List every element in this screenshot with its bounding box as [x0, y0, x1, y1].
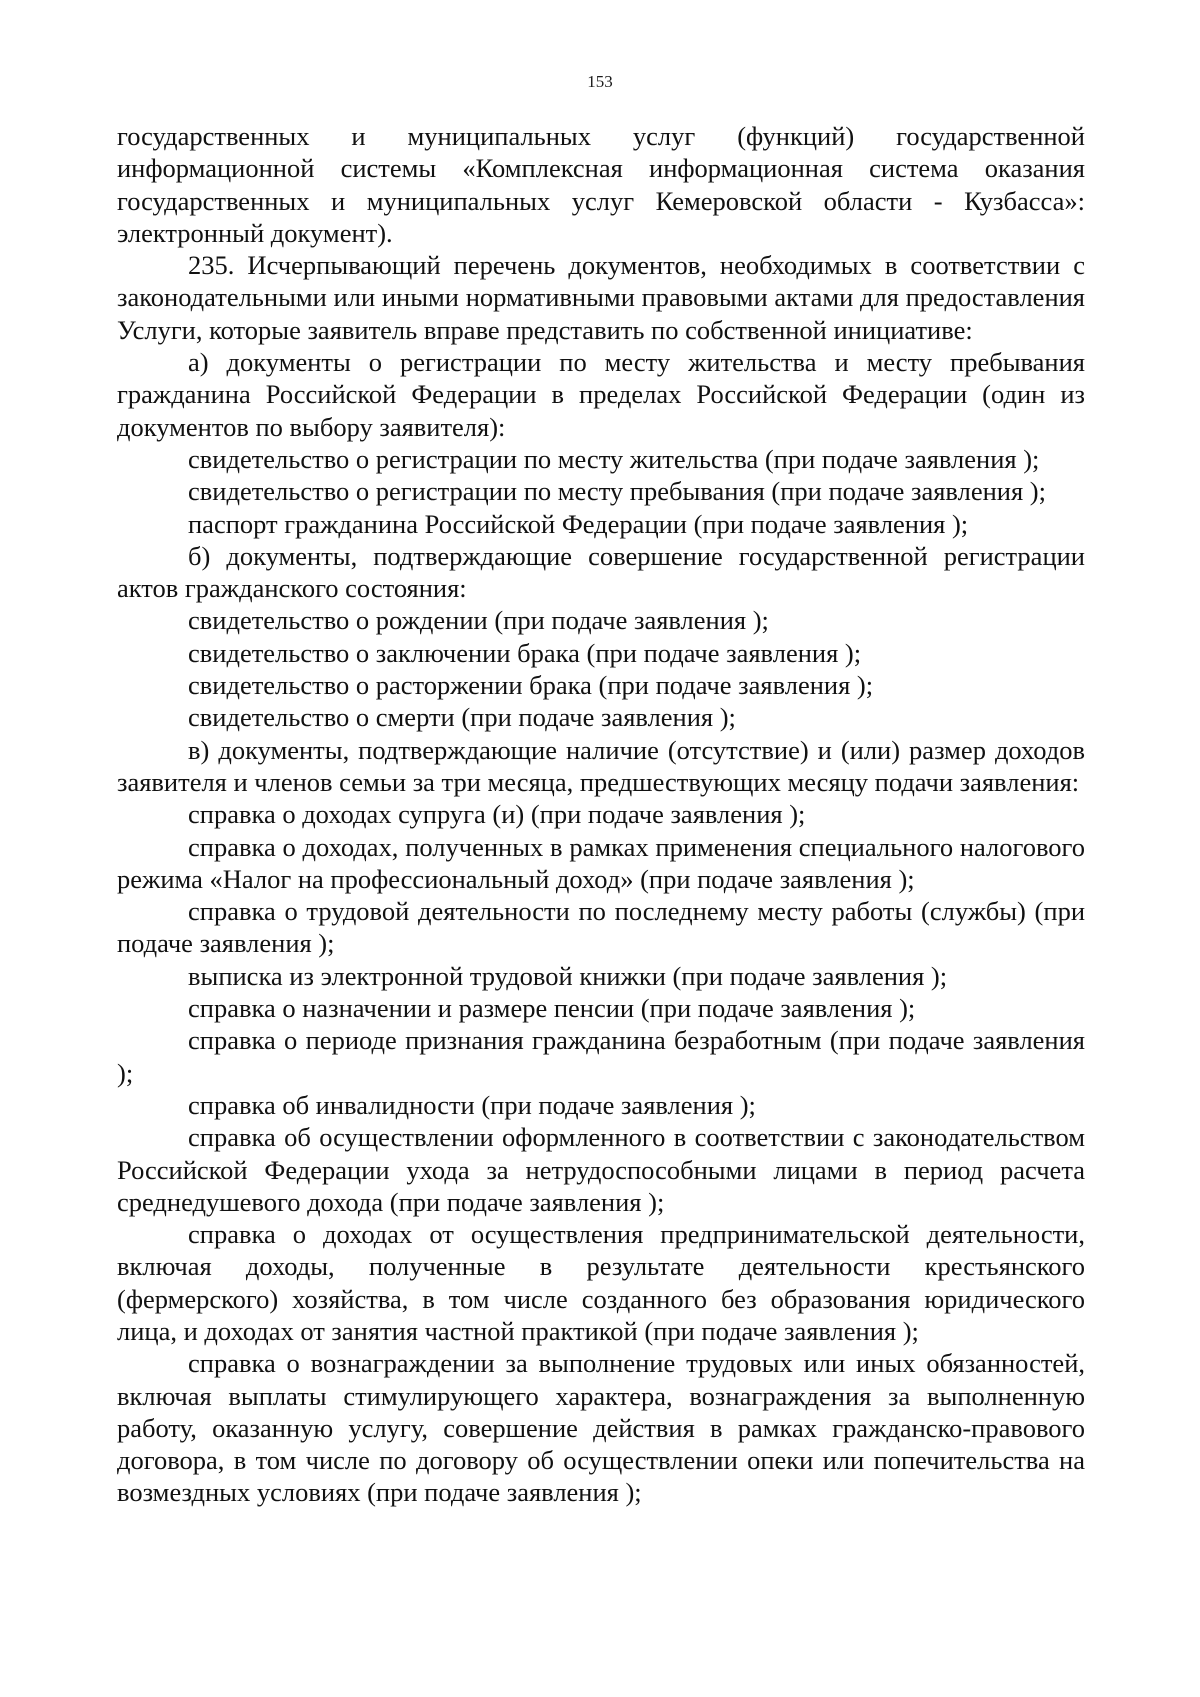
paragraph: свидетельство о регистрации по месту пребывания (при подаче заявления );: [188, 476, 1046, 507]
paragraph: свидетельство о расторжении брака (при подаче заявления );: [188, 670, 874, 701]
paragraph: справка о трудовой деятельности по последнему месту работы (службы) (при подаче заявления );: [117, 896, 1085, 959]
paragraph: б) документы, подтверждающие совершение государственной регистрации актов гражданского состояния:: [117, 540, 1085, 604]
paragraph: справка о доходах супруга (и) (при подаче заявления );: [188, 799, 806, 830]
paragraph: справка о периоде признания гражданина безработным (при подаче заявления );: [117, 1025, 1085, 1088]
paragraph: справка о назначении и размере пенсии (при подаче заявления );: [188, 993, 916, 1024]
paragraph: справка о доходах от осуществления предпринимательской деятельности, включая доходы, полученные в результате деятельности крестьянского (фермерского) хозяйства, в том числе созданного без образования юридического лица, и доходах от занятия частной практикой (при подаче заявления );: [117, 1219, 1085, 1346]
document-body: [117, 120, 1085, 1509]
paragraph: 235. Исчерпывающий перечень документов, необходимых в соответствии с законодательными или иными нормативными правовыми актами для предоставления Услуги, которые заявитель вправе представить по собственной инициативе:: [117, 250, 1085, 345]
paragraph: в) документы, подтверждающие наличие (отсутствие) и (или) размер доходов заявителя и членов семьи за три месяца, предшествующих месяцу подачи заявления:: [117, 734, 1085, 797]
paragraph: свидетельство о заключении брака (при подаче заявления );: [188, 637, 862, 668]
paragraph: а) документы о регистрации по месту жительства и месту пребывания гражданина Российской Федерации в пределах Российской Федерации (один из документов по выбору заявителя):: [117, 347, 1085, 442]
page-number: 153: [587, 72, 613, 91]
paragraph-continuation: государственных и муниципальных услуг (функций) государственной информационной системы «Комплексная информационная система оказания государственных и муниципальных услуг Кемеровской области - Кузбасса»: электронный документ).: [117, 121, 1085, 248]
paragraph: справка о вознаграждении за выполнение трудовых или иных обязанностей, включая выплаты стимулирующего характера, вознаграждения за выполненную работу, оказанную услугу, совершение действия в рамках гражданско-правового договора, в том числе по договору об осуществлении опеки или попечительства на возмездных условиях (при подаче заявления );: [117, 1348, 1085, 1508]
paragraph: свидетельство о рождении (при подаче заявления );: [188, 605, 769, 636]
paragraph: свидетельство о регистрации по месту жительства (при подаче заявления );: [188, 443, 1040, 474]
paragraph: выписка из электронной трудовой книжки (при подаче заявления );: [188, 960, 948, 991]
paragraph: справка об осуществлении оформленного в соответствии с законодательством Российской Федерации ухода за нетрудоспособными лицами в период расчета среднедушевого дохода (при подаче заявления );: [117, 1122, 1085, 1217]
paragraph: справка об инвалидности (при подаче заявления );: [188, 1089, 756, 1120]
paragraph: паспорт гражданина Российской Федерации (при подаче заявления );: [188, 508, 969, 539]
paragraph: свидетельство о смерти (при подаче заявления );: [188, 702, 736, 733]
paragraph: справка о доходах, полученных в рамках применения специального налогового режима «Налог на профессиональный доход» (при подаче заявления );: [117, 831, 1085, 894]
